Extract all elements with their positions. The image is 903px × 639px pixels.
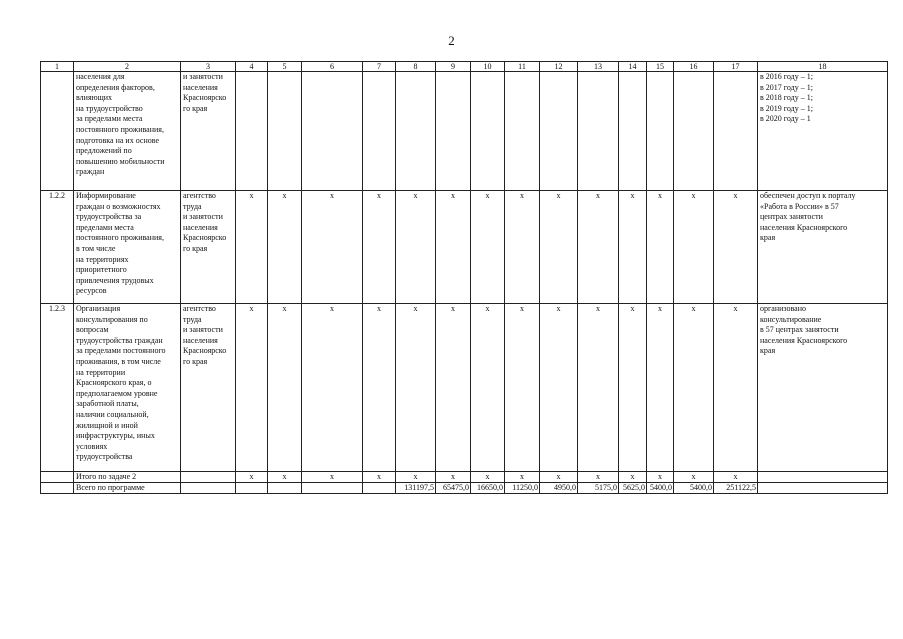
value-cell: 5400,0: [674, 483, 714, 494]
value-cell: x: [540, 304, 578, 472]
value-cell: x: [471, 304, 505, 472]
value-cell: 251122,5: [714, 483, 758, 494]
column-header: 2: [74, 62, 181, 72]
value-cell: x: [396, 472, 436, 483]
column-header: 18: [758, 62, 888, 72]
value-cell: x: [268, 191, 302, 304]
expected-result: в 2016 году – 1; в 2017 году – 1; в 2018 году – 1; в 2019 году – 1; в 2020 году – 1: [758, 72, 888, 191]
value-cell: x: [674, 191, 714, 304]
column-number-row: [41, 62, 888, 72]
activity-name: населения для определения факторов, влияющих на трудоустройство за пределами места постоянного проживания, подготовка на их основе предложений по повышению мобильности граждан: [74, 72, 181, 191]
value-cell: x: [540, 472, 578, 483]
value-cell: [674, 72, 714, 191]
column-header: 15: [647, 62, 674, 72]
table-row: [41, 191, 888, 304]
column-header: 9: [436, 62, 471, 72]
column-header: 7: [363, 62, 396, 72]
value-cell: [396, 72, 436, 191]
value-cell: 16650,0: [471, 483, 505, 494]
value-cell: [619, 72, 647, 191]
value-cell: [268, 483, 302, 494]
value-cell: x: [471, 191, 505, 304]
table-row: [41, 304, 888, 472]
executor: агентство труда и занятости населения Красноярско го края: [181, 191, 236, 304]
column-header: 1: [41, 62, 74, 72]
value-cell: x: [647, 304, 674, 472]
value-cell: 5400,0: [647, 483, 674, 494]
value-cell: x: [363, 304, 396, 472]
value-cell: [436, 72, 471, 191]
value-cell: [363, 72, 396, 191]
value-cell: [714, 72, 758, 191]
value-cell: [471, 72, 505, 191]
task-total-label: Итого по задаче 2: [74, 472, 181, 483]
value-cell: x: [436, 304, 471, 472]
value-cell: x: [714, 472, 758, 483]
value-cell: x: [540, 191, 578, 304]
value-cell: 65475,0: [436, 483, 471, 494]
value-cell: x: [578, 472, 619, 483]
value-cell: x: [302, 191, 363, 304]
column-header: 13: [578, 62, 619, 72]
page-number: 2: [448, 33, 455, 48]
value-cell: x: [302, 304, 363, 472]
program-total-row: [41, 483, 888, 494]
value-cell: [302, 72, 363, 191]
value-cell: x: [647, 472, 674, 483]
value-cell: x: [714, 191, 758, 304]
value-cell: x: [436, 191, 471, 304]
value-cell: x: [619, 304, 647, 472]
column-header: 10: [471, 62, 505, 72]
column-header: 3: [181, 62, 236, 72]
executor: агентство труда и занятости населения Красноярско го края: [181, 304, 236, 472]
value-cell: [540, 72, 578, 191]
value-cell: x: [619, 191, 647, 304]
value-cell: [505, 72, 540, 191]
value-cell: [236, 483, 268, 494]
column-header: 16: [674, 62, 714, 72]
value-cell: x: [236, 304, 268, 472]
executor: и занятости населения Красноярско го края: [181, 72, 236, 191]
column-header: 17: [714, 62, 758, 72]
activity-name: Организация консультирования по вопросам трудоустройства граждан за пределами постоянного проживания, в том числе на территории Красноярского края, о предполагаемом уровне заработной платы, наличии социальной, жилищной и иной инфраструктуры, иных условиях трудоустройства: [74, 304, 181, 472]
expected-result: организовано консультирование в 57 центрах занятости населения Красноярского края: [758, 304, 888, 472]
value-cell: x: [363, 472, 396, 483]
column-header: 12: [540, 62, 578, 72]
value-cell: [647, 72, 674, 191]
value-cell: x: [647, 191, 674, 304]
value-cell: x: [302, 472, 363, 483]
program-table: [40, 61, 888, 494]
row-id: [41, 72, 74, 191]
value-cell: [578, 72, 619, 191]
value-cell: x: [436, 472, 471, 483]
program-total-label: Всего по программе: [74, 483, 181, 494]
row-id: 1.2.2: [41, 191, 74, 304]
value-cell: x: [505, 191, 540, 304]
value-cell: [363, 483, 396, 494]
table-row: [41, 72, 888, 191]
value-cell: x: [396, 304, 436, 472]
value-cell: x: [674, 304, 714, 472]
column-header: 11: [505, 62, 540, 72]
value-cell: x: [268, 472, 302, 483]
value-cell: x: [578, 191, 619, 304]
value-cell: 5175,0: [578, 483, 619, 494]
value-cell: 4950,0: [540, 483, 578, 494]
column-header: 5: [268, 62, 302, 72]
expected-result: обеспечен доступ к порталу «Работа в России» в 57 центрах занятости населения Красноярского края: [758, 191, 888, 304]
value-cell: x: [396, 191, 436, 304]
value-cell: x: [268, 304, 302, 472]
column-header: 4: [236, 62, 268, 72]
column-header: 6: [302, 62, 363, 72]
value-cell: x: [363, 191, 396, 304]
value-cell: [302, 483, 363, 494]
value-cell: 5625,0: [619, 483, 647, 494]
row-id: 1.2.3: [41, 304, 74, 472]
value-cell: x: [471, 472, 505, 483]
value-cell: x: [236, 191, 268, 304]
value-cell: [268, 72, 302, 191]
value-cell: x: [578, 304, 619, 472]
value-cell: x: [505, 304, 540, 472]
column-header: 8: [396, 62, 436, 72]
value-cell: 11250,0: [505, 483, 540, 494]
value-cell: x: [714, 304, 758, 472]
value-cell: 131197,5: [396, 483, 436, 494]
column-header: 14: [619, 62, 647, 72]
value-cell: [236, 72, 268, 191]
task-total-row: [41, 472, 888, 483]
activity-name: Информирование граждан о возможностях трудоустройства за пределами места постоянного проживания, в том числе на территориях приоритетного привлечения трудовых ресурсов: [74, 191, 181, 304]
value-cell: x: [236, 472, 268, 483]
value-cell: x: [674, 472, 714, 483]
value-cell: x: [505, 472, 540, 483]
value-cell: x: [619, 472, 647, 483]
